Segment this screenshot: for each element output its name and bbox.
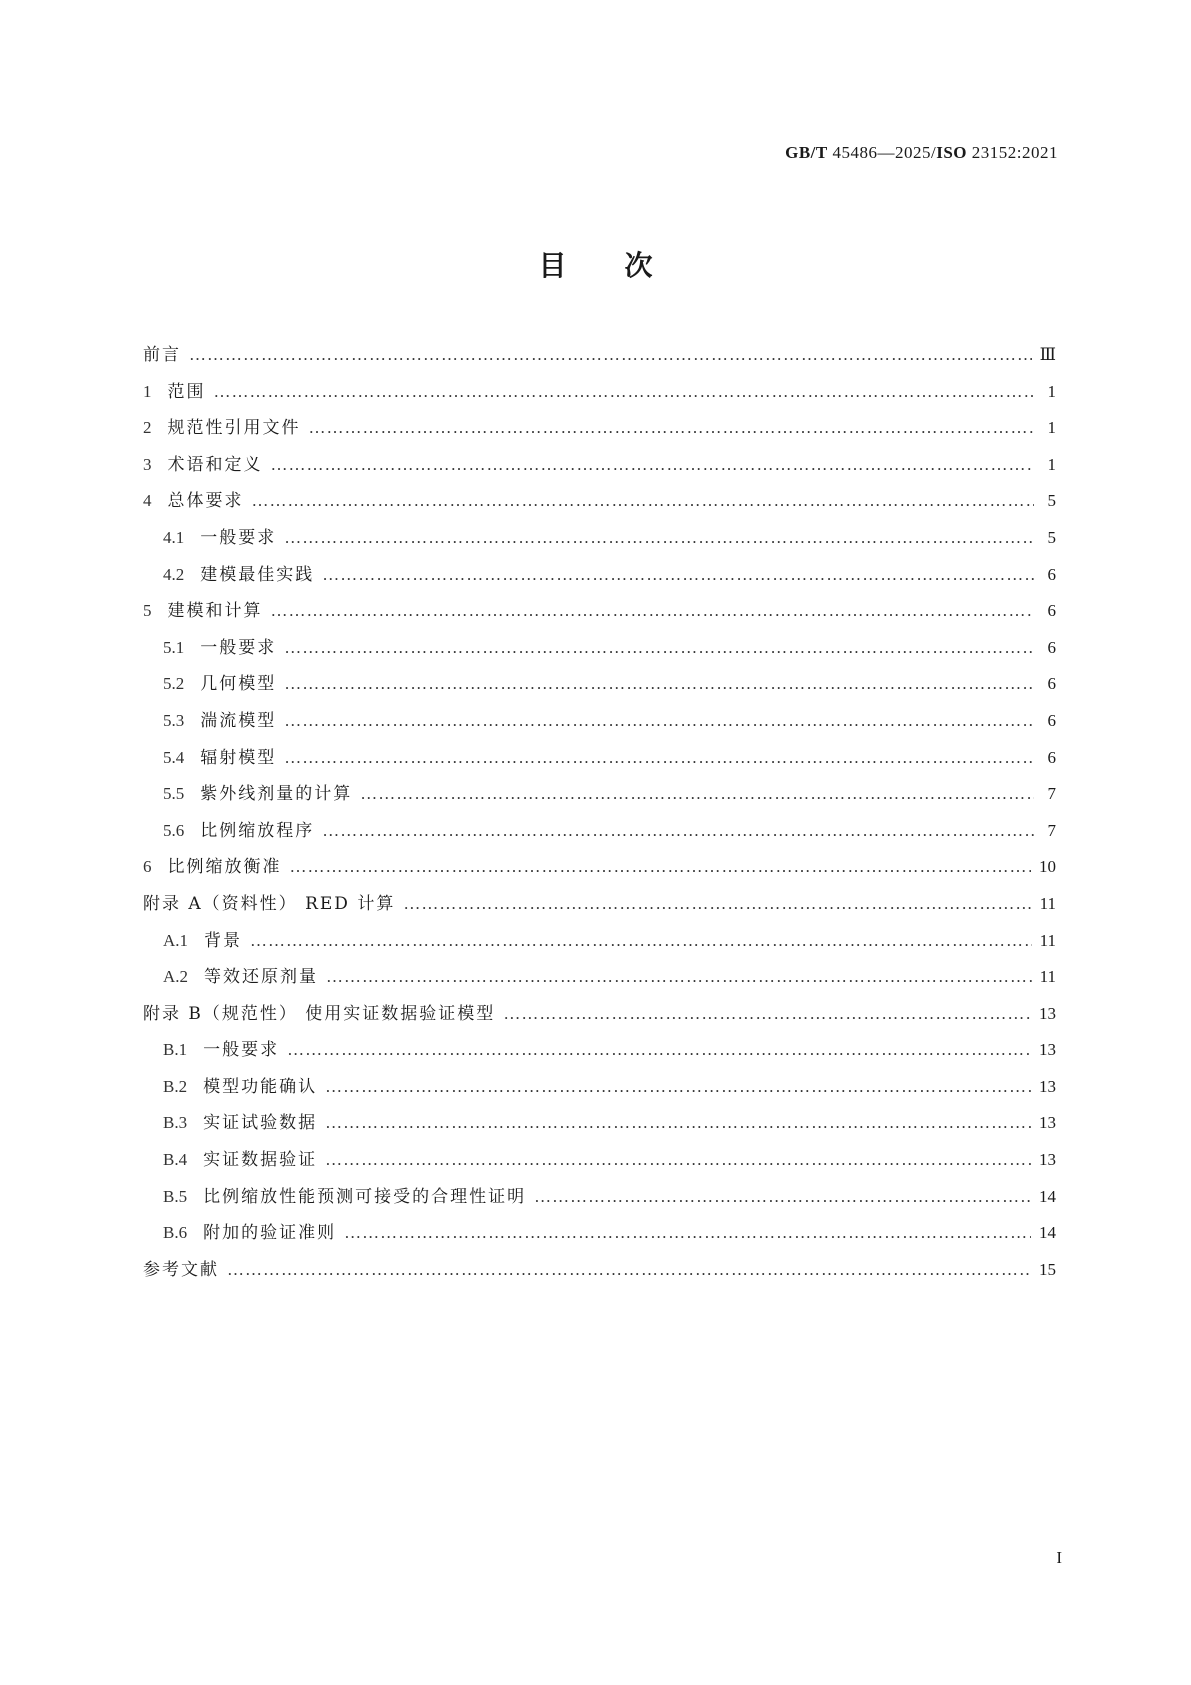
header-code-gbt: GB/T: [785, 143, 828, 162]
toc-entry-page: 6: [1047, 601, 1056, 621]
toc-leader-dots: [290, 857, 1032, 877]
toc-entry[interactable]: [143, 852, 1056, 889]
toc-entry-label: 附加的验证准则: [203, 1223, 337, 1244]
toc-entry-label: 实证数据验证: [203, 1150, 318, 1171]
toc-entry[interactable]: [143, 1108, 1056, 1145]
toc-leader-dots: [284, 748, 1034, 768]
toc-entry-label: 一般要求: [203, 1040, 280, 1061]
toc-entry-number: 5.5: [163, 784, 185, 804]
toc-leader-dots: [271, 455, 1035, 475]
toc-entry[interactable]: [143, 377, 1056, 414]
toc-entry-number: 6: [143, 857, 152, 877]
toc-entry[interactable]: [143, 743, 1056, 780]
toc-leader-dots: [534, 1187, 1031, 1207]
toc-entry-page: 13: [1039, 1003, 1056, 1023]
toc-entry[interactable]: [143, 560, 1056, 597]
toc-entry-number: 5.3: [163, 710, 185, 730]
toc-entry-label: 术语和定义: [167, 454, 263, 475]
toc-leader-dots: [360, 784, 1034, 804]
toc-leader-dots: [344, 1223, 1031, 1243]
toc-entry-number: 1: [143, 381, 152, 401]
page-title: 目次: [538, 249, 711, 282]
toc-entry-label: 建模最佳实践: [200, 564, 315, 585]
toc-entry-page: 11: [1039, 893, 1056, 913]
toc-entry[interactable]: [143, 999, 1056, 1036]
toc-entry[interactable]: [143, 1255, 1056, 1292]
toc-entry-number: B.5: [163, 1186, 188, 1206]
toc-entry-page: 6: [1047, 710, 1056, 730]
toc-entry-number: 4.2: [163, 564, 185, 584]
toc-entry-page: 14: [1039, 1223, 1056, 1243]
toc-entry-label: 比例缩放衡准: [167, 857, 282, 878]
toc-leader-dots: [284, 638, 1034, 658]
toc-entry-label: 紫外线剂量的计算: [200, 784, 353, 805]
toc-leader-dots: [250, 931, 1032, 951]
toc-leader-dots: [309, 418, 1035, 438]
toc-leader-dots: [214, 382, 1035, 402]
toc-entry[interactable]: [143, 889, 1056, 926]
toc-entry-page: 1: [1047, 381, 1056, 401]
toc-entry-number: 2: [143, 418, 152, 438]
toc-entry-page: 1: [1047, 454, 1056, 474]
toc-entry-page: 11: [1039, 967, 1056, 987]
toc-leader-dots: [503, 1004, 1031, 1024]
toc-entry[interactable]: [143, 1035, 1056, 1072]
toc-entry-number: 4: [143, 491, 152, 511]
toc-leader-dots: [252, 491, 1035, 511]
toc-leader-dots: [284, 674, 1034, 694]
toc-entry[interactable]: [143, 413, 1056, 450]
toc-entry[interactable]: [143, 962, 1056, 999]
header-code-number: 45486—2025/: [827, 143, 937, 162]
toc-entry-number: A.2: [163, 967, 189, 987]
toc-entry-label: 范围: [167, 381, 206, 402]
toc-entry-label: 建模和计算: [167, 601, 263, 622]
toc-entry-page: 5: [1047, 527, 1056, 547]
toc-entry-label: 等效还原剂量: [204, 967, 319, 988]
toc-entry-page: 6: [1047, 564, 1056, 584]
toc-entry[interactable]: [143, 596, 1056, 633]
toc-entry[interactable]: [143, 706, 1056, 743]
toc-entry[interactable]: [143, 1072, 1056, 1109]
toc-leader-dots: [326, 967, 1032, 987]
toc-entry-label: 前言: [143, 345, 181, 365]
toc-entry-label: 附录 B（规范性） 使用实证数据验证模型: [143, 1003, 496, 1024]
toc-entry-page: 6: [1047, 674, 1056, 694]
toc-entry[interactable]: [143, 926, 1056, 963]
toc-entry-label: 参考文献: [143, 1259, 219, 1280]
toc-entry-label: 湍流模型: [200, 710, 277, 731]
toc-entry-label: 一般要求: [200, 527, 277, 548]
toc-entry-number: 5.6: [163, 820, 185, 840]
toc-entry-page: 15: [1039, 1259, 1056, 1279]
toc-leader-dots: [322, 565, 1034, 585]
toc-entry-label: 一般要求: [200, 637, 277, 658]
toc-entry[interactable]: [143, 1218, 1056, 1255]
toc-entry-page: Ⅲ: [1039, 345, 1056, 364]
toc-entry-label: 模型功能确认: [203, 1076, 318, 1097]
toc-entry[interactable]: [143, 779, 1056, 816]
toc-entry[interactable]: [143, 450, 1056, 487]
toc-entry[interactable]: [143, 523, 1056, 560]
toc-entry-label: 辐射模型: [200, 747, 277, 768]
toc-entry-page: 7: [1047, 784, 1056, 804]
header-code-iso-number: 23152:2021: [967, 143, 1058, 162]
toc-leader-dots: [189, 345, 1032, 365]
toc-entry-page: 13: [1039, 1040, 1056, 1060]
table-of-contents: [143, 340, 1056, 1291]
toc-entry-page: 13: [1039, 1113, 1056, 1133]
toc-leader-dots: [284, 711, 1034, 731]
toc-entry-number: 4.1: [163, 527, 185, 547]
toc-entry-page: 14: [1039, 1186, 1056, 1206]
page-number: I: [1056, 1548, 1062, 1567]
toc-entry-number: B.3: [163, 1113, 188, 1133]
standard-code-header: [785, 143, 1058, 163]
toc-entry-number: 5.2: [163, 674, 185, 694]
toc-entry[interactable]: [143, 816, 1056, 853]
toc-entry-label: 比例缩放程序: [200, 820, 315, 841]
toc-entry-label: 实证试验数据: [203, 1113, 318, 1134]
toc-entry-page: 10: [1039, 857, 1056, 877]
toc-entry[interactable]: [143, 633, 1056, 670]
toc-entry-page: 13: [1039, 1150, 1056, 1170]
toc-entry-label: 背景: [204, 930, 243, 951]
toc-entry-number: B.2: [163, 1076, 188, 1096]
toc-leader-dots: [287, 1040, 1031, 1060]
toc-entry[interactable]: [143, 340, 1056, 377]
toc-leader-dots: [325, 1077, 1031, 1097]
toc-entry-page: 6: [1047, 747, 1056, 767]
toc-entry[interactable]: [143, 486, 1056, 523]
toc-entry[interactable]: [143, 1145, 1056, 1182]
toc-entry-number: B.4: [163, 1150, 188, 1170]
toc-entry-page: 5: [1047, 491, 1056, 511]
toc-entry-page: 6: [1047, 637, 1056, 657]
toc-entry-label: 几何模型: [200, 674, 277, 695]
toc-entry-page: 7: [1047, 820, 1056, 840]
toc-leader-dots: [284, 528, 1034, 548]
toc-leader-dots: [322, 821, 1034, 841]
toc-entry-label: 总体要求: [167, 491, 244, 512]
toc-entry-number: 5: [143, 601, 152, 621]
toc-entry[interactable]: [143, 669, 1056, 706]
toc-entry-label: 比例缩放性能预测可接受的合理性证明: [203, 1186, 527, 1207]
toc-entry-number: 5.1: [163, 637, 185, 657]
toc-entry-number: B.6: [163, 1223, 188, 1243]
toc-entry-page: 1: [1047, 418, 1056, 438]
toc-leader-dots: [403, 894, 1031, 914]
toc-entry-number: 5.4: [163, 747, 185, 767]
toc-entry-label: 附录 A（资料性） RED 计算: [143, 893, 396, 914]
toc-entry-label: 规范性引用文件: [167, 418, 301, 439]
toc-entry-number: B.1: [163, 1040, 188, 1060]
toc-leader-dots: [325, 1150, 1031, 1170]
toc-leader-dots: [271, 601, 1035, 621]
toc-leader-dots: [227, 1260, 1031, 1280]
header-code-iso: ISO: [936, 143, 968, 162]
toc-entry[interactable]: [143, 1182, 1056, 1219]
toc-leader-dots: [325, 1113, 1031, 1133]
toc-entry-number: A.1: [163, 930, 189, 950]
toc-entry-number: 3: [143, 454, 152, 474]
toc-entry-page: 11: [1039, 930, 1056, 950]
toc-entry-page: 13: [1039, 1076, 1056, 1096]
